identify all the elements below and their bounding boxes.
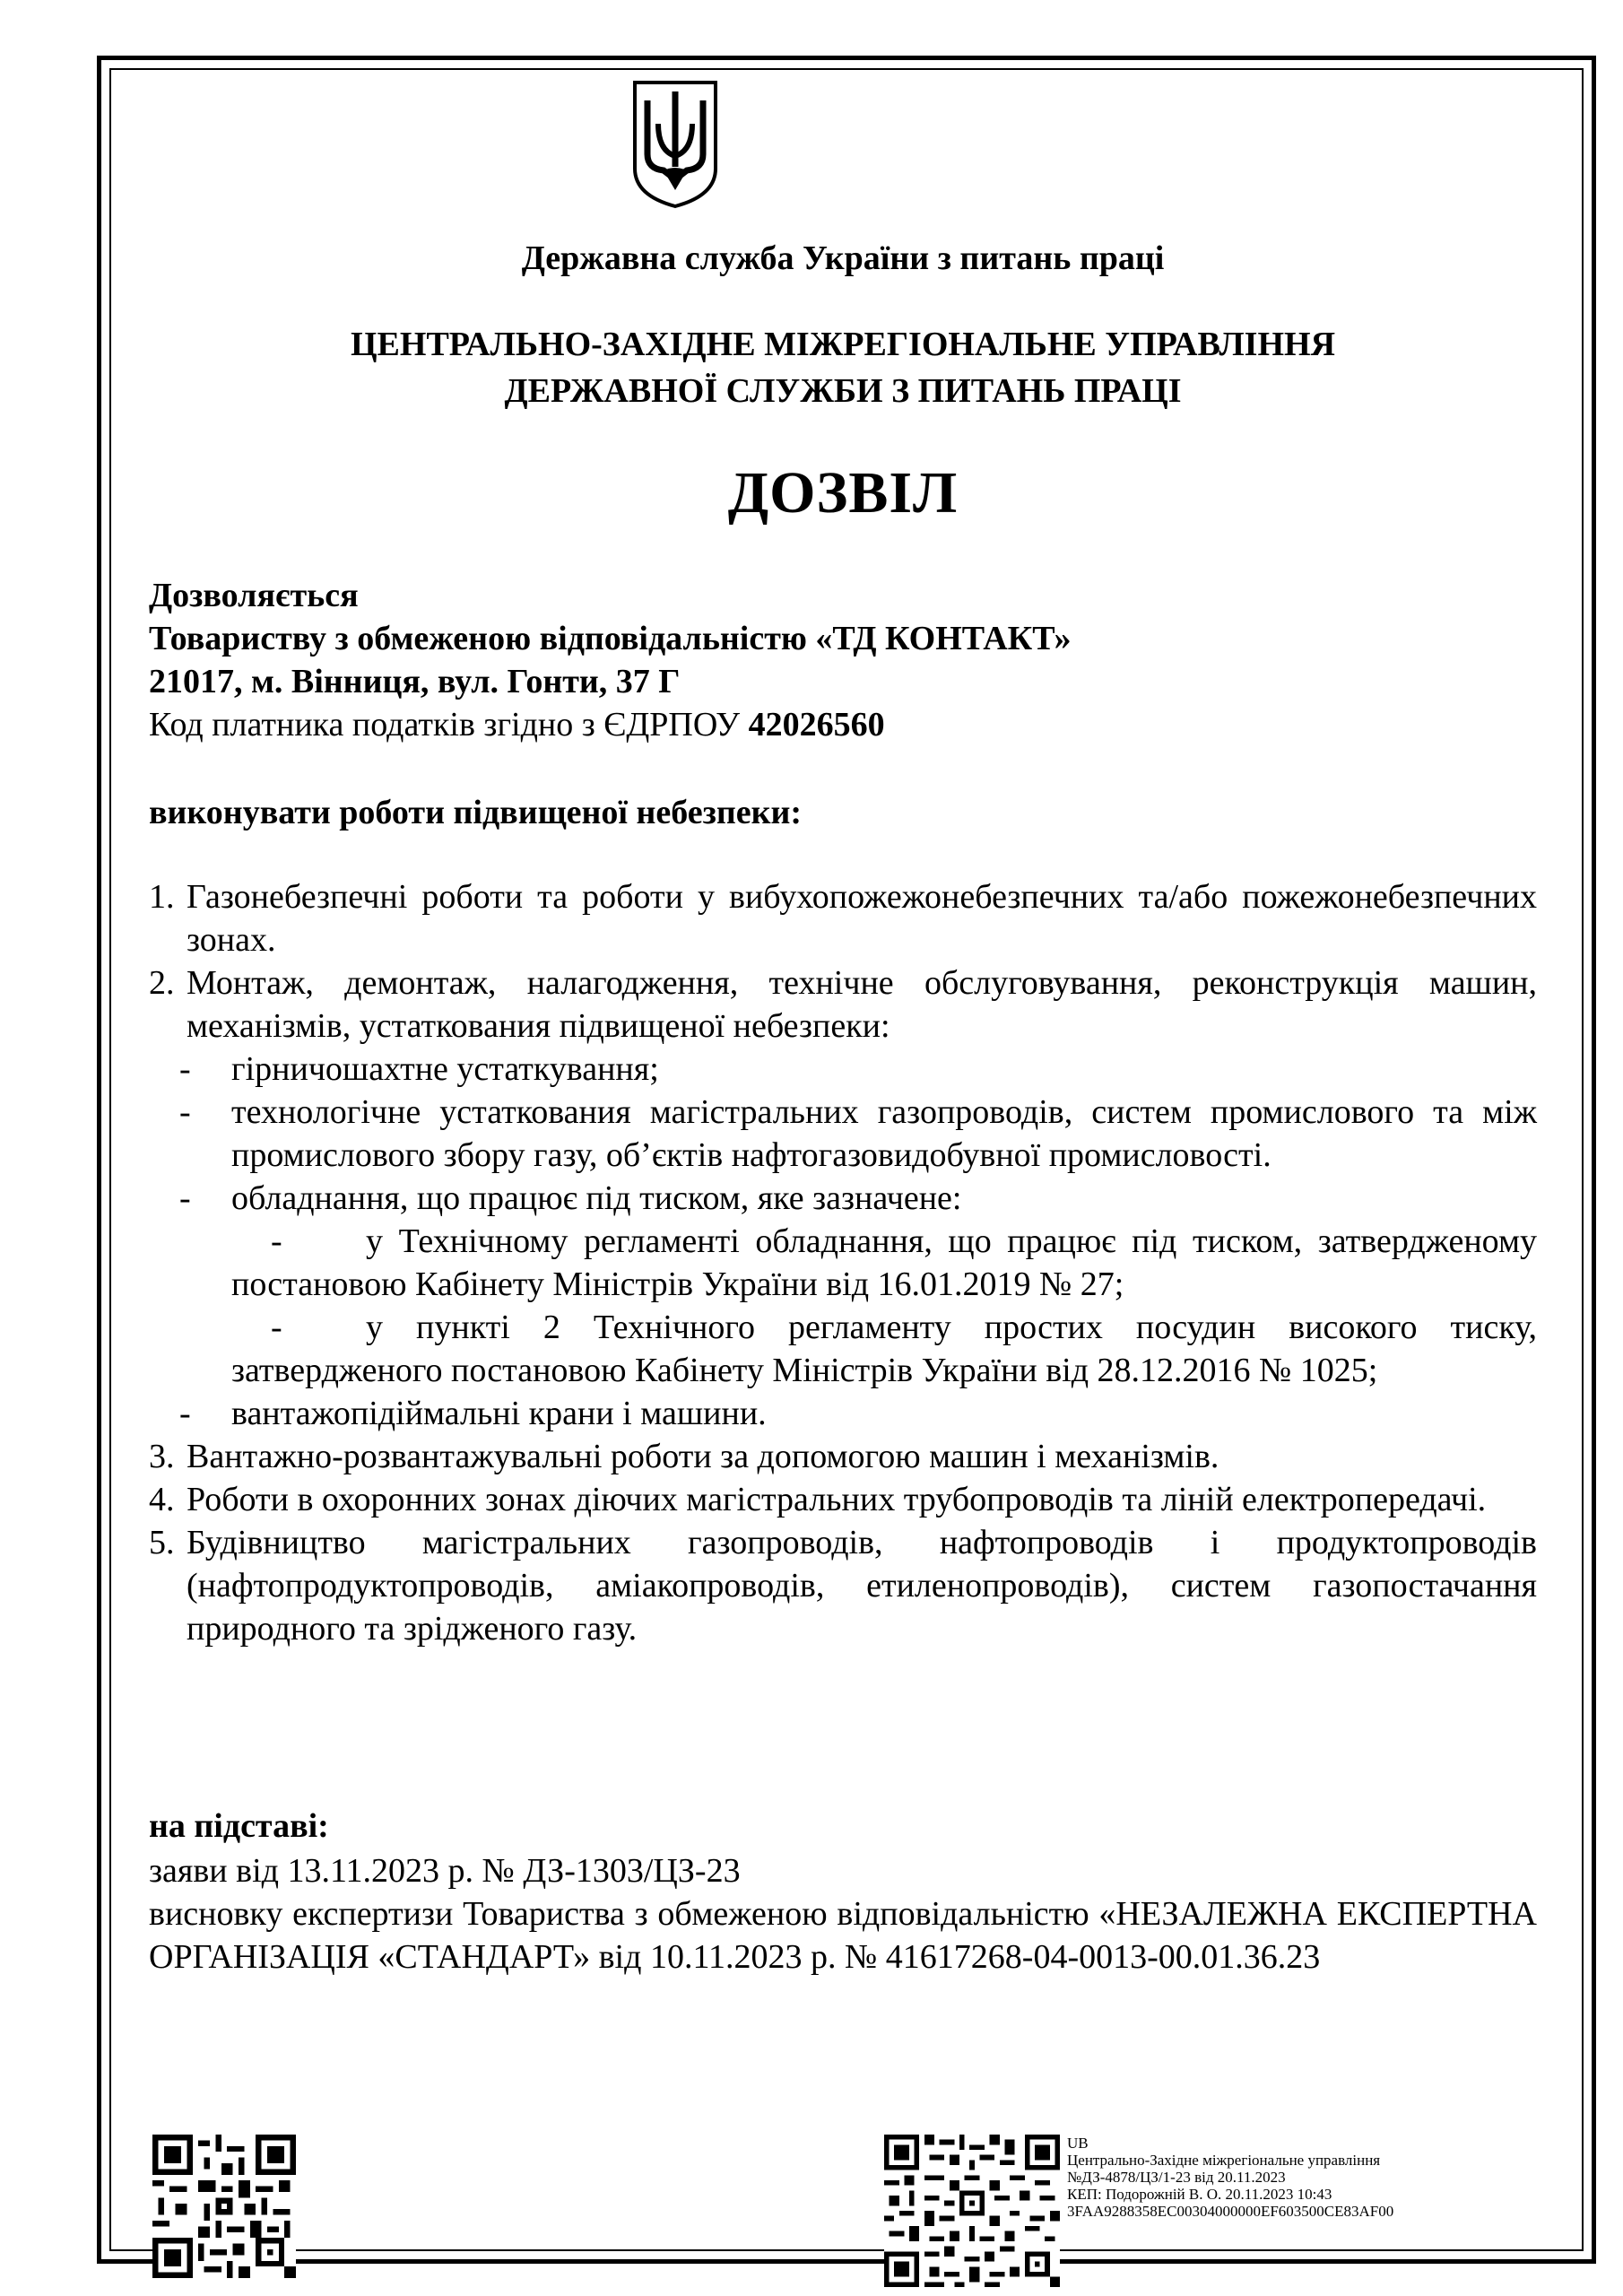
qr-code-icon xyxy=(152,2135,296,2278)
sub-sub-item xyxy=(149,1306,1537,1392)
digital-signature-block xyxy=(1067,2135,1533,2220)
item-number: 2. xyxy=(149,964,175,1002)
sub-item xyxy=(149,1091,1537,1177)
grantee-block xyxy=(149,574,1537,746)
sub-item-text: обладнання, що працює під тиском, яке зазначене: xyxy=(231,1179,962,1217)
sub-item xyxy=(149,1392,1537,1435)
signature-line: UB xyxy=(1067,2135,1089,2152)
sub-item-text: технологічне устаткования магістральних газопроводів, систем промислового та між промислового збору газу, об’єктів нафтогазовидобувної промисловості. xyxy=(231,1093,1537,1174)
list-item xyxy=(149,1478,1537,1521)
list-item xyxy=(149,961,1537,1048)
tax-code-label: Код платника податків згідно з ЄДРПОУ xyxy=(149,706,749,744)
work-heading: виконувати роботи підвищеної небезпеки: xyxy=(149,794,803,831)
grantee-address: 21017, м. Вінниця, вул. Гонти, 37 Г xyxy=(149,663,681,700)
dash: - xyxy=(179,1179,191,1217)
tax-code-line xyxy=(149,703,1537,746)
basis-line: висновку експертизи Товариства з обмеженою відповідальністю «НЕЗАЛЕЖНА ЕКСПЕРТНА ОРГАНІЗАЦІЯ «СТАНДАРТ» від 10.11.2023 р. № 41617268-04-0013-00.01.36.23 xyxy=(149,1895,1537,1976)
sub-item xyxy=(149,1177,1537,1220)
dash: - xyxy=(271,1309,282,1346)
document-body xyxy=(149,0,1537,2296)
sub-item xyxy=(149,1048,1537,1091)
department-name xyxy=(149,321,1537,414)
grantee-name: Товариству з обмеженою відповідальністю «ТД КОНТАКТ» xyxy=(149,620,1072,657)
sub-sub-item xyxy=(149,1220,1537,1306)
list-item xyxy=(149,875,1537,961)
item-number: 3. xyxy=(149,1438,175,1475)
dash: - xyxy=(271,1222,282,1260)
item-text: Вантажно-розвантажувальні роботи за допомогою машин і механізмів. xyxy=(187,1438,1219,1475)
signature-line: Центрально-Західне міжрегіональне управління xyxy=(1067,2152,1381,2169)
sub-sub-item-text: у пункті 2 Технічного регламенту простих посудин високого тиску, затвердженого постановою Кабінету Міністрів України від 28.12.2016 № 1025; xyxy=(231,1309,1537,1389)
dash: - xyxy=(179,1395,191,1432)
signature-line: 3FAA9288358EC00304000000EF603500CE83AF00 xyxy=(1067,2203,1394,2220)
item-text: Монтаж, демонтаж, налагодження, технічне обслуговування, реконструкція машин, механізмів, устаткования підвищеної небезпеки: xyxy=(187,964,1537,1045)
qr-code-icon xyxy=(884,2135,1060,2287)
item-number: 4. xyxy=(149,1481,175,1518)
item-number: 1. xyxy=(149,878,175,916)
grantee-lead: Дозволяється xyxy=(149,577,359,614)
item-text: Будівництво магістральних газопроводів, нафтопроводів і продуктопроводів (нафтопродуктопроводів, аміакопроводів, етиленопроводів), систем газопостачання природного та зрідженого газу. xyxy=(187,1524,1537,1648)
basis-block xyxy=(149,1849,1537,1979)
dash: - xyxy=(179,1093,191,1131)
basis-heading: на підставі: xyxy=(149,1807,329,1845)
list-item xyxy=(149,1521,1537,1650)
list-item xyxy=(149,1435,1537,1478)
basis-line: заяви від 13.11.2023 р. № ДЗ-1303/ЦЗ-23 xyxy=(149,1852,741,1890)
sub-sub-item-text: у Технічному регламенті обладнання, що працює під тиском, затвердженому постановою Кабінету Міністрів України від 16.01.2019 № 27; xyxy=(231,1222,1537,1303)
department-line: ДЕРЖАВНОЇ СЛУЖБИ З ПИТАНЬ ПРАЦІ xyxy=(504,372,1182,410)
signature-line: №ДЗ-4878/ЦЗ/1-23 від 20.11.2023 xyxy=(1067,2169,1286,2186)
department-line: ЦЕНТРАЛЬНО-ЗАХІДНЕ МІЖРЕГІОНАЛЬНЕ УПРАВЛІННЯ xyxy=(350,326,1336,363)
sub-item-text: вантажопідіймальні крани і машини. xyxy=(231,1395,767,1432)
item-text: Газонебезпечні роботи та роботи у вибухопожежонебезпечних та/або пожежонебезпечних зонах. xyxy=(187,878,1537,959)
signature-line: КЕП: Подорожній В. О. 20.11.2023 10:43 xyxy=(1067,2186,1332,2203)
work-list xyxy=(149,875,1537,1650)
item-number: 5. xyxy=(149,1524,175,1561)
agency-name: Державна служба України з питань праці xyxy=(521,239,1165,277)
tax-code-value: 42026560 xyxy=(748,706,885,744)
item-text: Роботи в охоронних зонах діючих магістральних трубопроводів та ліній електропередачі. xyxy=(187,1481,1487,1518)
document-title: ДОЗВІЛ xyxy=(727,460,959,526)
dash: - xyxy=(179,1050,191,1088)
sub-item-text: гірничошахтне устаткування; xyxy=(231,1050,659,1088)
